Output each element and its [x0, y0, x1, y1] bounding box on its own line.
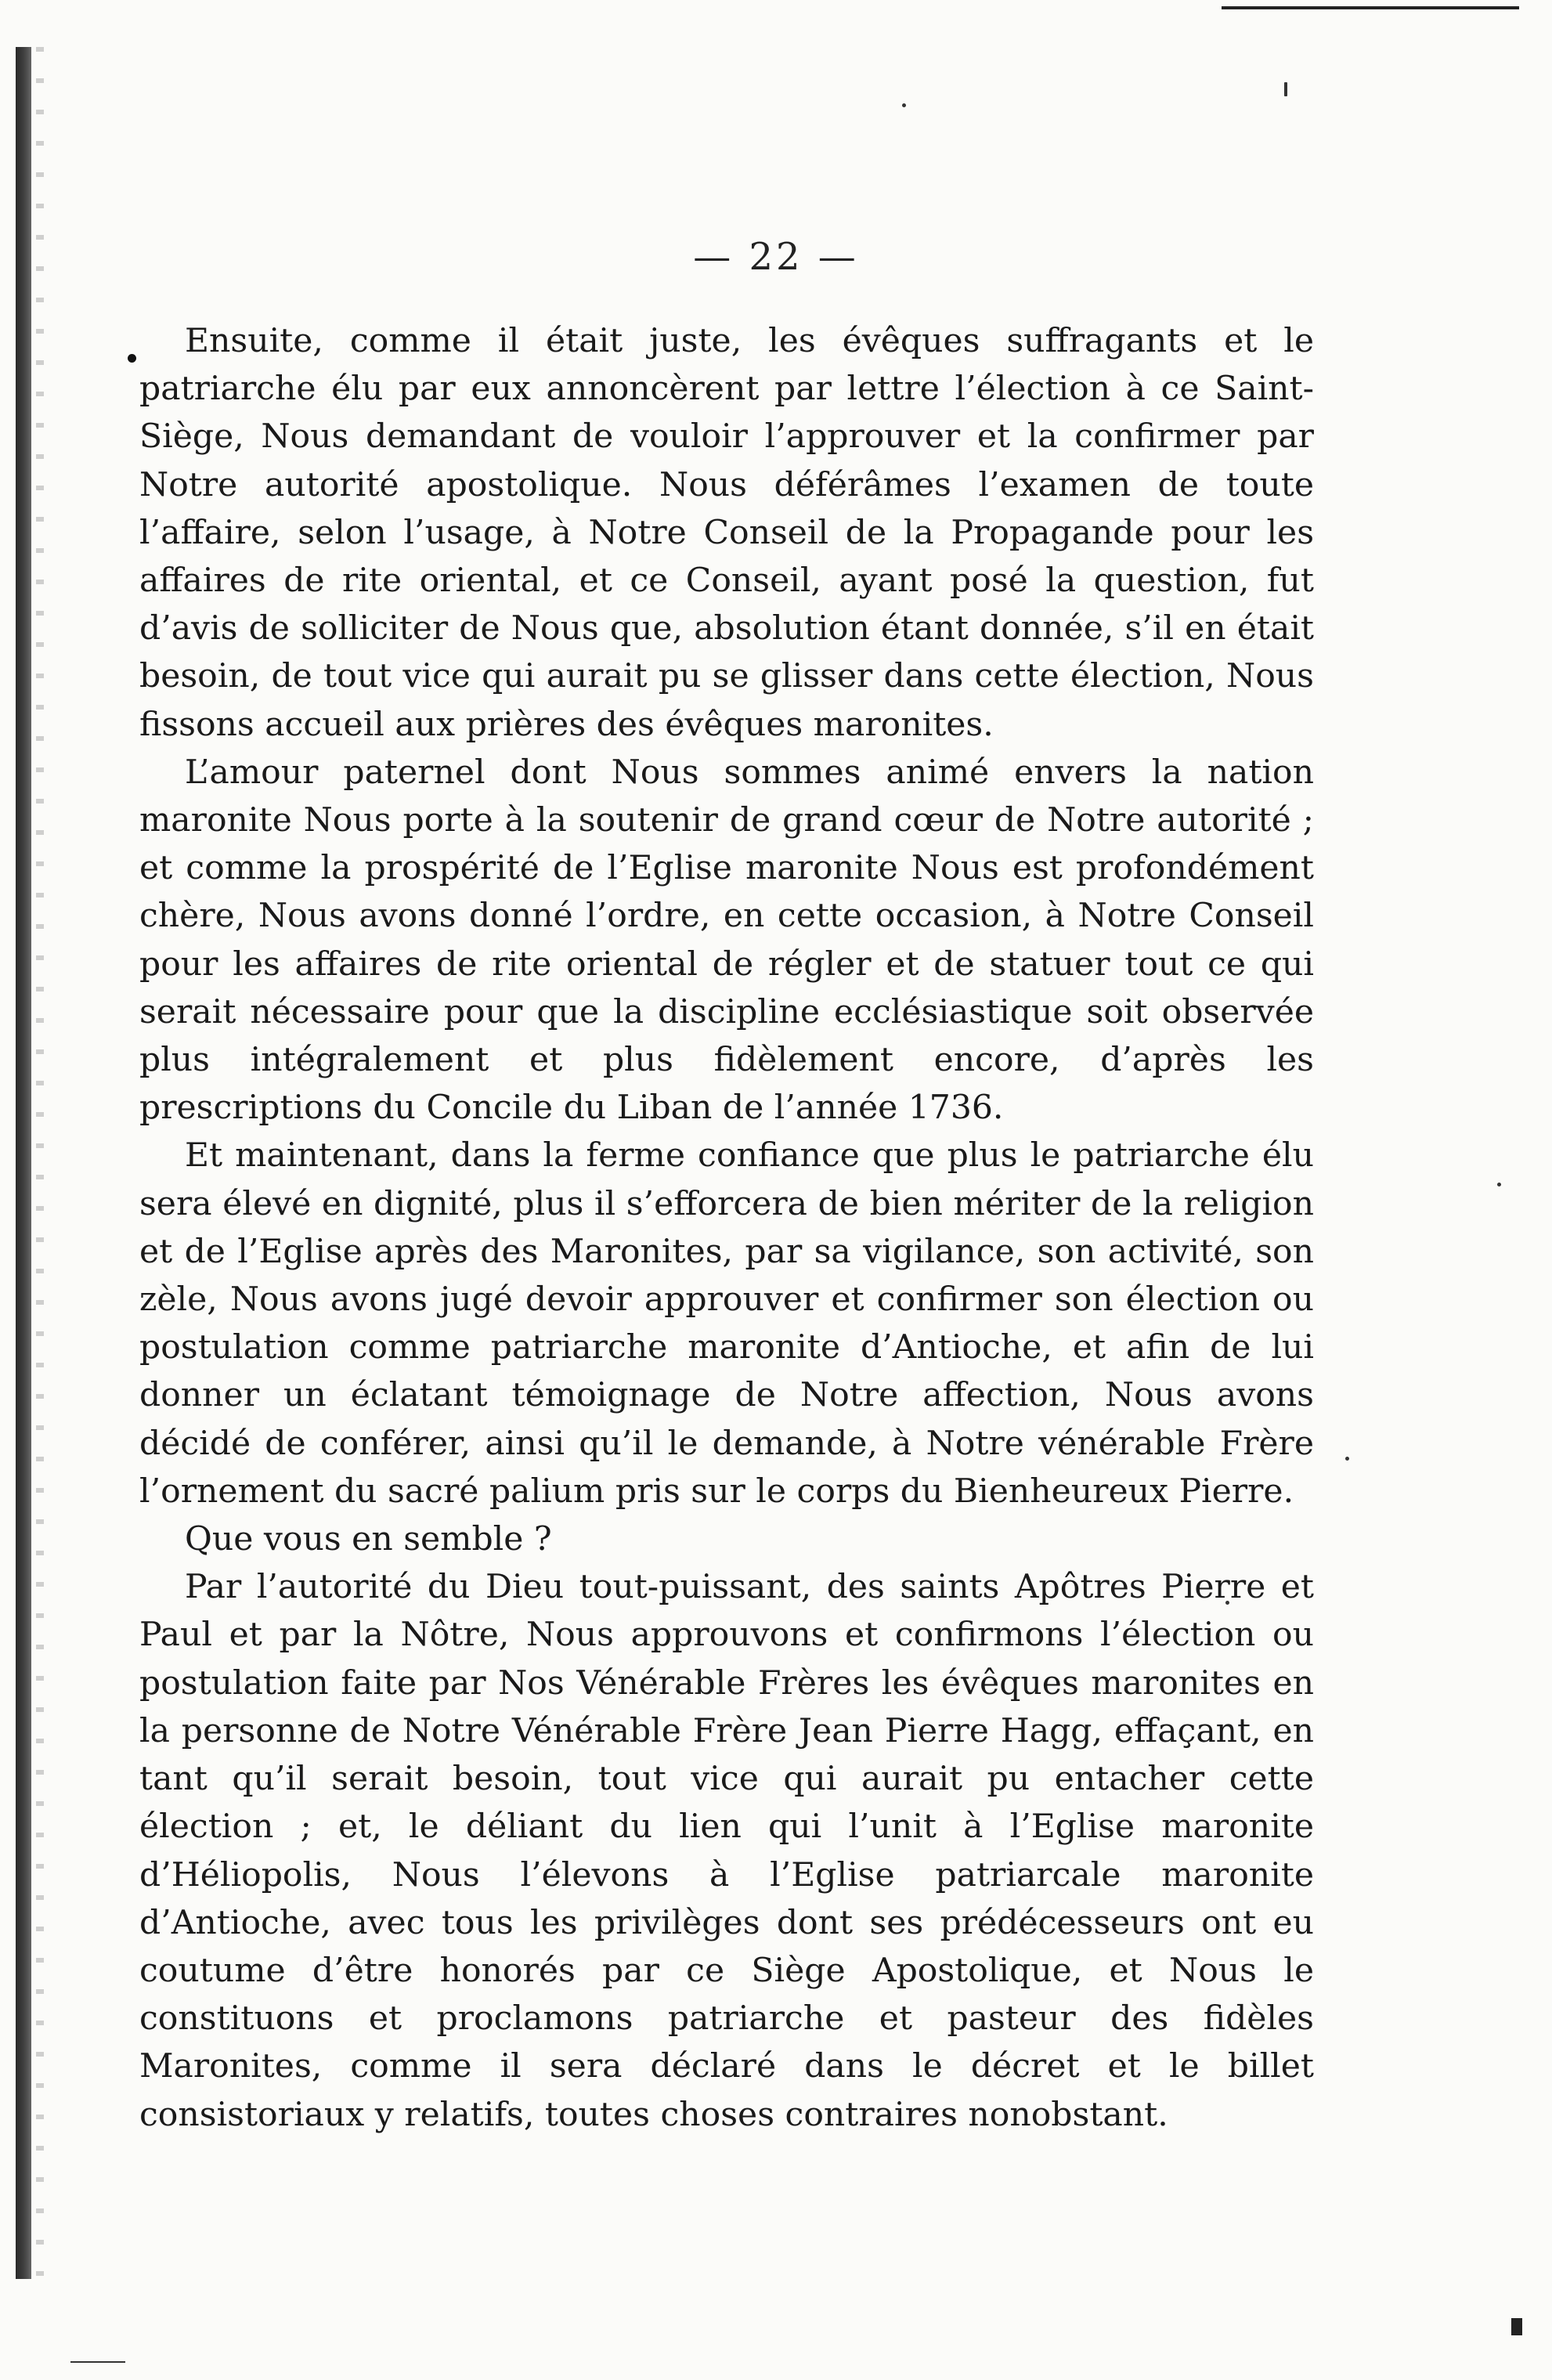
top-edge-rule [1222, 6, 1519, 9]
paragraph: Et maintenant, dans la ferme confiance que plus le patriarche élu sera élevé en dignité, plus il s’efforcera de bien mériter de la religion et de l’Eglise après des Maronites, par sa vigilance, son activité, son zèle, Nous avons jugé devoir approuver et confirmer son élection ou postulation comme patriarche maronite d’Antioche, et afin de lui donner un éclatant témoignage de Notre affection, Nous avons décidé de conférer, ainsi qu’il le demande, à Notre vénérable Frère l’ornement du sacré palium pris sur le corps du Bienheureux Pierre. [139, 1136, 1314, 1511]
bullet-mark [128, 354, 136, 363]
bottom-edge-rule [70, 2361, 125, 2363]
scan-speck [1497, 1183, 1501, 1186]
page-number: — 22 — [693, 235, 859, 279]
paragraph: L’amour paternel dont Nous sommes animé envers la nation maronite Nous porte à la soutenir de grand cœur de Notre autorité ; et comme la prospérité de l’Eglise maronite Nous est profondément chère, Nous avons donné l’ordre, en cette occasion, à Notre Conseil pour les affaires de rite oriental de régler et de statuer tout ce qui serait nécessaire pour que la discipline ecclésiastique soit observée plus intégralement et plus fidèlement encore, d’après les prescriptions du Concile du Liban de l’année 1736. [139, 753, 1314, 1128]
margin-mark [1511, 2318, 1522, 2335]
scan-speck [902, 103, 906, 107]
paragraph: Par l’autorité du Dieu tout-puissant, des saints Apôtres Pierre et Paul et par la Nôtre, Nous approuvons et confirmons l’élection ou postulation faite par Nos Vénérable Frères les évêques maronites en la personne de Notre Vénérable Frère Jean Pierre Hagg, effaçant, en tant qu’il serait besoin, tout vice qui aurait pu entacher cette élection ; et, le déliant du lien qui l’unit à l’Eglise maronite d’Héliopolis, Nous l’élevons à l’Eglise patriarcale maronite d’Antioche, avec tous les privilèges dont ses prédécesseurs ont eu coutume d’être honorés par ce Siège Apostolique, et Nous le constituons et proclamons patriarche et pasteur des fidèles Maronites, comme il sera déclaré dans le décret et le billet consistoriaux y relatifs, toutes choses contraires nonobstant. [139, 1568, 1314, 2134]
body-text [139, 317, 1314, 2139]
binding-edge [16, 47, 31, 2279]
scan-speck [1345, 1457, 1349, 1461]
scan-speck [1284, 82, 1287, 96]
binding-texture [36, 47, 44, 2279]
paragraph: Que vous en semble ? [185, 1520, 552, 1559]
paragraph: Ensuite, comme il était juste, les évêques suffragants et le patriarche élu par eux annoncèrent par lettre l’élection à ce Saint-Siège, Nous demandant de vouloir l’approuver et la confirmer par Notre autorité apostolique. Nous déférâmes l’examen de toute l’affaire, selon l’usage, à Notre Conseil de la Propagande pour les affaires de rite oriental, et ce Conseil, ayant posé la question, fut d’avis de solliciter de Nous que, absolution étant donnée, s’il en était besoin, de tout vice qui aurait pu se glisser dans cette élection, Nous fissons accueil aux prières des évêques maronites. [139, 322, 1314, 744]
